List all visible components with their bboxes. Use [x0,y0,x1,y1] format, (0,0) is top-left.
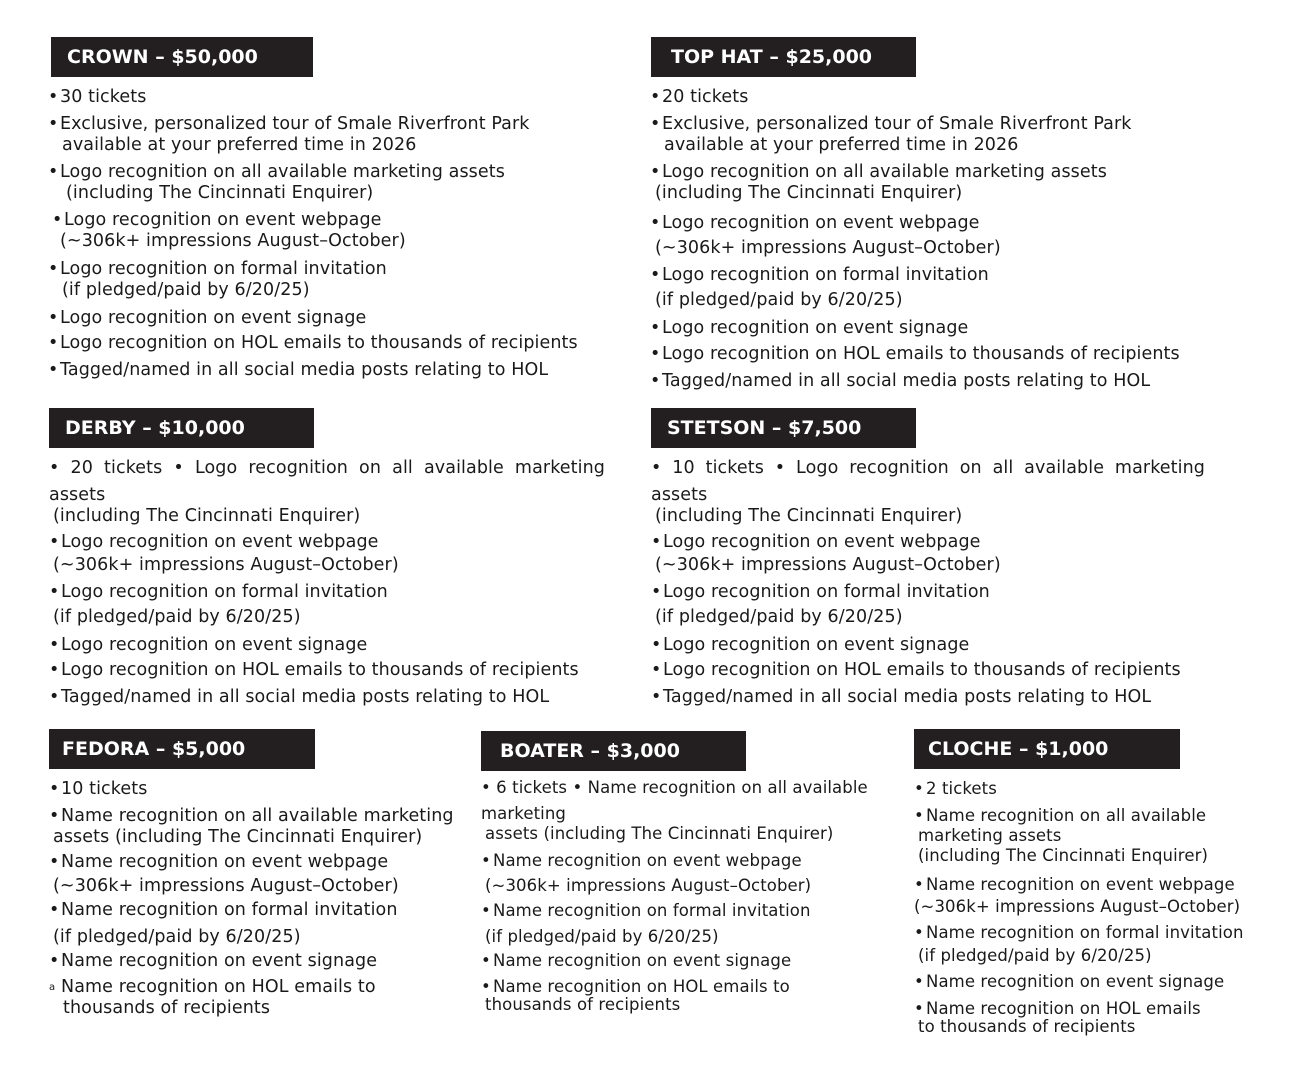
tier-title: DERBY – $10,000 [49,408,314,448]
list-item: •Logo recognition on HOL emails to thousands of recipients [650,344,1180,364]
list-item: • Name recognition on event webpage (~306k+ impressions August–October) [914,875,1241,916]
list-item: •Logo recognition on formal invitation (if pledged/paid by 6/20/25) [48,259,387,300]
list-item: •Logo recognition on formal invitation (if pledged/paid by 6/20/25) [651,582,990,627]
tier-title: STETSON – $7,500 [651,408,916,448]
list-item: •Logo recognition on event webpage (~306k+ impressions August–October) [650,213,1001,258]
tier-title: CROWN – $50,000 [51,37,313,77]
list-item: •Exclusive, personalized tour of Smale Riverfront Park available at your preferred time in 2026 [48,114,530,155]
list-item: •20 tickets [650,87,749,107]
list-item: •30 tickets [48,87,147,107]
list-item: • Name recognition on all available marketing assets (including The Cincinnati Enquirer) [914,806,1208,865]
list-item: •Tagged/named in all social media posts relating to HOL [651,687,1152,707]
tier-crown [48,37,611,387]
tier-top-hat [651,37,1251,397]
list-item: •Logo recognition on event webpage (~306k+ impressions August–October) [52,210,406,251]
tier-derby [49,408,609,713]
tier-title: CLOCHE – $1,000 [914,729,1180,769]
list-item: • 6 tickets • Name recognition on all available marketing assets (including The Cincinnati Enquirer) [481,778,868,843]
list-item: •Logo recognition on event signage [650,318,969,338]
list-item: • Name recognition on event signage [914,972,1225,991]
list-item: •Tagged/named in all social media posts relating to HOL [49,687,550,707]
list-item: • 20 tickets • Logo recognition on all available marketing assets (including The Cincinnati Enquirer) [49,458,605,526]
list-item: •Logo recognition on event webpage (~306k+ impressions August–October) [651,532,1001,575]
list-item: •Name recognition on all available marketing assets (including The Cincinnati Enquirer) [49,806,454,847]
list-item: •Logo recognition on all available marketing assets (including The Cincinnati Enquirer) [48,162,505,203]
list-item: • Name recognition on HOL emails to thousands of recipients [481,977,790,1014]
tier-title: FEDORA – $5,000 [49,729,315,769]
list-item: •10 tickets [49,779,148,799]
list-item: • Name recognition on event webpage (~306k+ impressions August–October) [481,851,812,895]
list-item: • 10 tickets • Logo recognition on all available marketing assets (including The Cincinnati Enquirer) [651,458,1205,526]
list-item: • Name recognition on formal invitation (if pledged/paid by 6/20/25) [481,901,811,946]
list-item: •Logo recognition on event signage [49,635,368,655]
tier-stetson [651,408,1251,713]
list-item: • Name recognition on event signage [481,951,792,970]
tier-title: TOP HAT – $25,000 [651,37,916,77]
tier-fedora [49,729,469,1029]
tier-boater [481,731,891,1031]
list-item: •Logo recognition on event signage [651,635,970,655]
tier-cloche [914,729,1284,1049]
list-item: • Name recognition on formal invitation (if pledged/paid by 6/20/25) [914,923,1244,965]
list-item: •Logo recognition on HOL emails to thousands of recipients [651,660,1181,680]
list-item: •Name recognition on formal invitation (if pledged/paid by 6/20/25) [49,900,398,947]
list-item: •Name recognition on event signage [49,951,378,971]
list-item: •Logo recognition on HOL emails to thousands of recipients [49,660,579,680]
list-item: •Tagged/named in all social media posts relating to HOL [48,360,549,380]
list-item: •Logo recognition on event webpage (~306k+ impressions August–October) [49,532,399,575]
list-item: • Name recognition on HOL emails to thousands of recipients [914,999,1201,1036]
tier-title: BOATER – $3,000 [481,731,746,771]
list-item: •Exclusive, personalized tour of Smale Riverfront Park available at your preferred time in 2026 [650,114,1132,155]
list-item: •Logo recognition on event signage [48,308,367,328]
list-item: •Name recognition on event webpage (~306k+ impressions August–October) [49,852,399,896]
list-item: • 2 tickets [914,779,997,798]
list-item: a Name recognition on HOL emails to thousands of recipients [49,977,376,1018]
list-item: •Logo recognition on HOL emails to thousands of recipients [48,333,578,353]
list-item: •Logo recognition on all available marketing assets (including The Cincinnati Enquirer) [650,162,1107,203]
list-item: •Logo recognition on formal invitation (if pledged/paid by 6/20/25) [650,265,989,310]
list-item: •Tagged/named in all social media posts relating to HOL [650,371,1151,391]
list-item: •Logo recognition on formal invitation (if pledged/paid by 6/20/25) [49,582,388,627]
